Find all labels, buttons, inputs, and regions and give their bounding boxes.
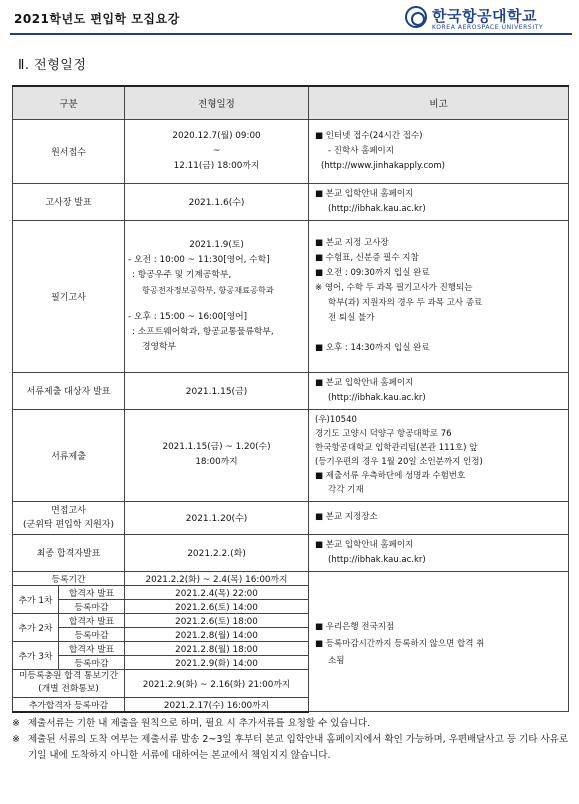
table-row: [13, 534, 569, 571]
row-schedule: 2021.1.20(수): [125, 501, 309, 534]
deadline-label: 등록마감: [59, 599, 125, 613]
registration-remarks: ■ 우리은행 전국지점 ■ 등록마감시간까지 등록하지 않으면 합격 취 소됨: [309, 571, 569, 712]
announce-label: 합격자 발표: [59, 585, 125, 599]
row-schedule: 2020.12.7(월) 09:00 ~ 12.11(금) 18:00까지: [125, 119, 309, 183]
announce-label: 합격자 발표: [59, 613, 125, 627]
schedule-table: [12, 85, 569, 713]
announce-date: 2021.2.4(목) 22:00: [125, 585, 309, 599]
announce-date: 2021.2.6(토) 18:00: [125, 613, 309, 627]
row-remarks: ■ 본교 지정장소: [309, 501, 569, 534]
row-remarks: (우)10540 경기도 고양시 덕양구 항공대학로 76 한국항공대학교 입학관리팀(본관 111호) 앞 (등기우편의 경우 1월 20일 소인분까지 인정) ■ 제출서류 우측하단에 성명과 수험번호 각각 기재: [309, 409, 569, 501]
table-row: [13, 409, 569, 501]
logo-subtitle: KOREA AEROSPACE UNIVERSITY: [432, 24, 544, 31]
table-row: [13, 119, 569, 183]
row-label: 등록기간: [13, 571, 125, 585]
row-remarks: ■ 본교 입학안내 홈페이지 (http://ibhak.kau.ac.kr): [309, 534, 569, 571]
row-label: 면접고사 (군위탁 편입학 지원자): [13, 501, 125, 534]
footnote-text: 제출서류는 기한 내 제출을 원칙으로 하며, 필요 시 추가서류를 요청할 수 있습니다.: [28, 718, 371, 729]
deadline-label: 등록마감: [59, 655, 125, 669]
row-label: 최종 합격자발표: [13, 534, 125, 571]
row-remarks: ■ 본교 입학안내 홈페이지 (http://ibhak.kau.ac.kr): [309, 372, 569, 409]
deadline-date: 2021.2.6(토) 14:00: [125, 599, 309, 613]
header-divider: [10, 33, 572, 35]
deadline-label: 등록마감: [59, 627, 125, 641]
row-schedule: 2021.1.15(금) ~ 1.20(수) 18:00까지: [125, 409, 309, 501]
deadline-date: 2021.2.9(화) 14:00: [125, 655, 309, 669]
row-schedule: 2021.2.2(화) ~ 2.4(목) 16:00까지: [125, 571, 309, 585]
additional-round-label: 추가 3차: [13, 641, 59, 669]
row-label: 고사장 발표: [13, 183, 125, 220]
row-schedule: 2021.2.2.(화): [125, 534, 309, 571]
footnote-mark: ※: [12, 718, 20, 729]
footnote-mark: ※: [12, 734, 20, 745]
header-category: 구분: [13, 86, 125, 119]
logo-name: 한국항공대학교: [432, 7, 537, 25]
row-label: 원서접수: [13, 119, 125, 183]
row-schedule: 2021.2.17(수) 16:00까지: [125, 697, 309, 712]
row-remarks: ■ 본교 입학안내 홈페이지 (http://ibhak.kau.ac.kr): [309, 183, 569, 220]
university-seal-icon: [405, 6, 427, 28]
row-label: 미등록충원 합격 통보기간 (개별 전화통보): [13, 669, 125, 697]
table-row: [13, 571, 569, 585]
additional-round-label: 추가 2차: [13, 613, 59, 641]
footnotes: [12, 716, 568, 764]
row-label: 서류제출 대상자 발표: [13, 372, 125, 409]
announce-label: 합격자 발표: [59, 641, 125, 655]
announce-date: 2021.2.8(월) 18:00: [125, 641, 309, 655]
row-schedule: 2021.1.6(수): [125, 183, 309, 220]
row-schedule: 2021.1.9(토) - 오전 : 10:00 ~ 11:30[영어, 수학] : 항공우주 및 기계공학부, 항공전자정보공학부, 항공재료공학과 - 오후 : 15:00 ~ 16:00[영어] : 소프트웨어학과, 항공교통물류학부, 경영학부: [125, 220, 309, 372]
footnote: [12, 732, 568, 764]
page-header: [0, 0, 579, 38]
deadline-date: 2021.2.8(월) 14:00: [125, 627, 309, 641]
header-schedule: 전형일정: [125, 86, 309, 119]
row-label: 추가합격자 등록마감: [13, 697, 125, 712]
section-title: Ⅱ. 전형일정: [18, 58, 87, 73]
table-header-row: [13, 86, 569, 119]
row-remarks: ■ 본교 지정 고사장 ■ 수험표, 신분증 필수 지참 ■ 오전 : 09:30까지 입실 완료 ※ 영어, 수학 두 과목 필기고사가 진행되는 학부(과) 지원자의 경우 두 과목 고사 종료 전 퇴실 불가 ■ 오후 : 14:30까지 입실 완료: [309, 220, 569, 372]
footnote-text: 제출된 서류의 도착 여부는 제출서류 발송 2~3일 후부터 본교 입학안내 홈페이지에서 확인 가능하며, 우편배달사고 등 기타 사유로 기일 내에 도착하지 아니한 서류에 대하여는 본교에서 책임지지 않습니다.: [28, 734, 568, 761]
row-remarks: ■ 인터넷 접수(24시간 접수) - 진학사 홈페이지 (http://www.jinhakapply.com): [309, 119, 569, 183]
table-row: [13, 183, 569, 220]
row-schedule: 2021.1.15(금): [125, 372, 309, 409]
table-row: [13, 501, 569, 534]
footnote: [12, 716, 568, 732]
university-logo: [405, 6, 575, 34]
header-remarks: 비고: [309, 86, 569, 119]
row-label: 필기고사: [13, 220, 125, 372]
row-schedule: 2021.2.9(화) ~ 2.16(화) 21:00까지: [125, 669, 309, 697]
table-row: [13, 372, 569, 409]
additional-round-label: 추가 1차: [13, 585, 59, 613]
row-label: 서류제출: [13, 409, 125, 501]
document-title: 2021학년도 편입학 모집요강: [14, 12, 180, 26]
table-row: [13, 220, 569, 372]
